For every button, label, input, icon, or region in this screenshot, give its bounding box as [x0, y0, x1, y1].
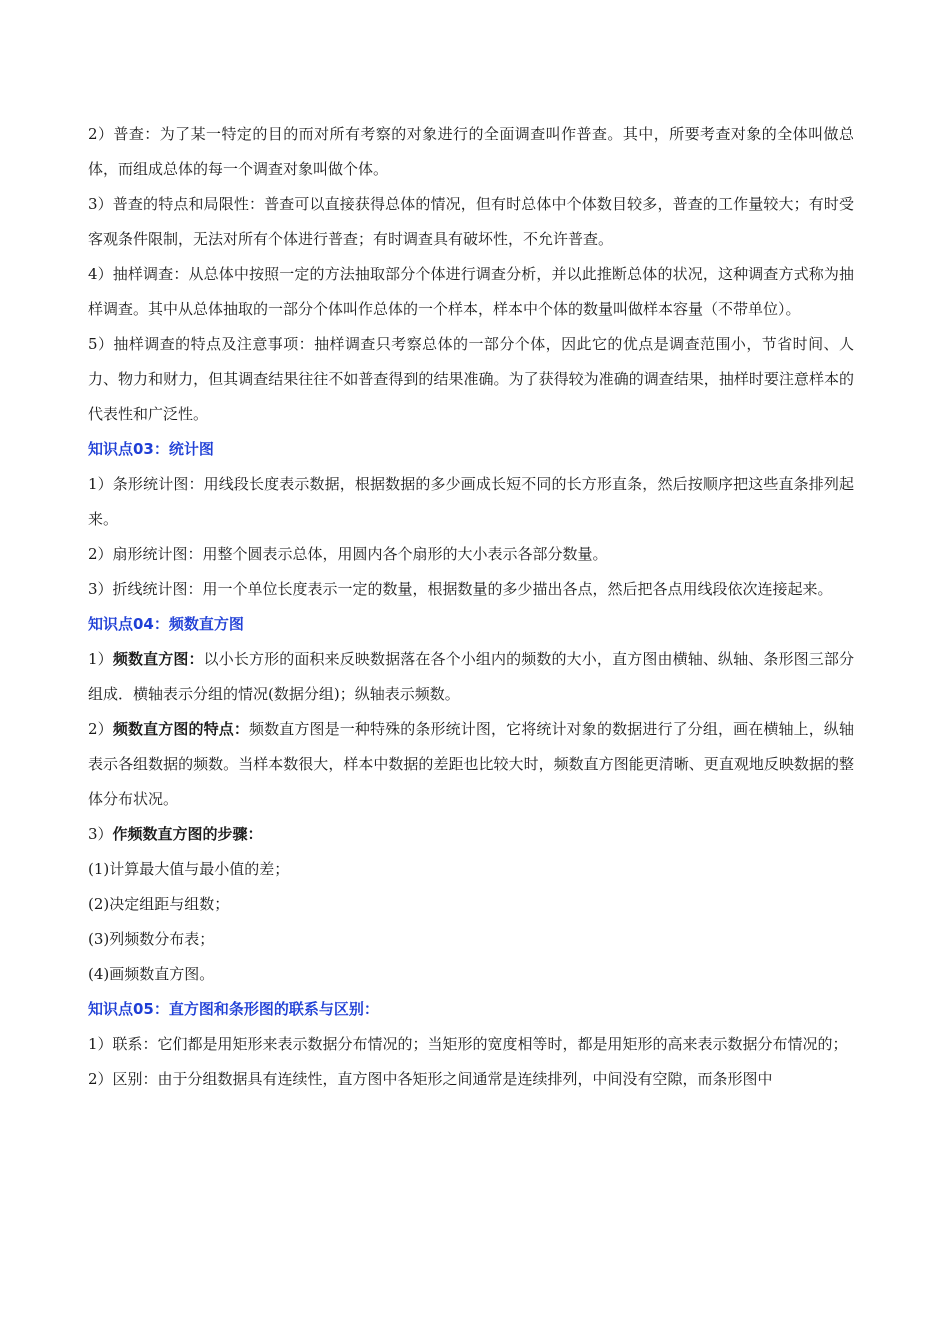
- prefix: 3）: [88, 825, 113, 843]
- text: 以小长方形的面积来反映数据落在各个小组内的频数的大小，直方图由横轴、纵轴、条形图三部分组成．横轴表示分组的情况(数据分组)；纵轴表示频数。: [88, 650, 854, 703]
- paragraph-histogram-def: [88, 642, 854, 712]
- paragraph-census-features: 3）普查的特点和局限性：普查可以直接获得总体的情况，但有时总体中个体数目较多，普查的工作量较大；有时受客观条件限制，无法对所有个体进行普查；有时调查具有破坏性，不允许普查。: [88, 195, 854, 248]
- paragraph-line-chart: 3）折线统计图：用一个单位长度表示一定的数量，根据数量的多少描出各点，然后把各点用线段依次连接起来。: [88, 580, 833, 598]
- paragraph-bar-chart: 1）条形统计图：用线段长度表示数据，根据数据的多少画成长短不同的长方形直条，然后按顺序把这些直条排列起来。: [88, 475, 854, 528]
- paragraph-histogram-features: [88, 712, 854, 817]
- step-item: (1)计算最大值与最小值的差；: [88, 860, 290, 878]
- text: 频数直方图是一种特殊的条形统计图，它将统计对象的数据进行了分组，画在横轴上，纵轴表示各组数据的频数。当样本数很大，样本中数据的差距也比较大时，频数直方图能更清晰、更直观地反映数据的整体分布状况。: [88, 720, 854, 808]
- document-page: [88, 117, 854, 1097]
- term-histogram-steps: 作频数直方图的步骤：: [112, 825, 263, 843]
- paragraph-census: 2）普查：为了某一特定的目的而对所有考察的对象进行的全面调查叫作普查。其中，所要考查对象的全体叫做总体，而组成总体的每一个调查对象叫做个体。: [88, 125, 854, 178]
- paragraph-sampling: 4）抽样调查：从总体中按照一定的方法抽取部分个体进行调查分析，并以此推断总体的状况，这种调查方式称为抽样调查。其中从总体抽取的一部分个体叫作总体的一个样本，样本中个体的数量叫做样本容量（不带单位）。: [88, 265, 854, 318]
- paragraph-pie-chart: 2）扇形统计图：用整个圆表示总体，用圆内各个扇形的大小表示各部分数量。: [88, 545, 608, 563]
- prefix: 2）: [88, 720, 113, 738]
- heading-knowledge-05: 知识点05：直方图和条形图的联系与区别：: [88, 1000, 379, 1018]
- paragraph-relation: 1）联系：它们都是用矩形来表示数据分布情况的；当矩形的宽度相等时，都是用矩形的高来表示数据分布情况的；: [88, 1035, 848, 1053]
- paragraph-histogram-steps: [88, 817, 854, 852]
- heading-knowledge-03: 知识点03：统计图: [88, 440, 214, 458]
- heading-knowledge-04: 知识点04：频数直方图: [88, 615, 244, 633]
- step-item: (4)画频数直方图。: [88, 965, 215, 983]
- step-item: (3)列频数分布表；: [88, 930, 215, 948]
- term-histogram-features: 频数直方图的特点：: [112, 720, 249, 738]
- step-item: (2)决定组距与组数；: [88, 895, 230, 913]
- term-histogram: 频数直方图：: [112, 650, 204, 668]
- prefix: 1）: [88, 650, 113, 668]
- paragraph-sampling-features: 5）抽样调查的特点及注意事项：抽样调查只考察总体的一部分个体，因此它的优点是调查范围小，节省时间、人力、物力和财力，但其调查结果往往不如普查得到的结果准确。为了获得较为准确的调查结果，抽样时要注意样本的代表性和广泛性。: [88, 335, 854, 423]
- paragraph-difference: 2）区别：由于分组数据具有连续性，直方图中各矩形之间通常是连续排列，中间没有空隙，而条形图中: [88, 1070, 773, 1088]
